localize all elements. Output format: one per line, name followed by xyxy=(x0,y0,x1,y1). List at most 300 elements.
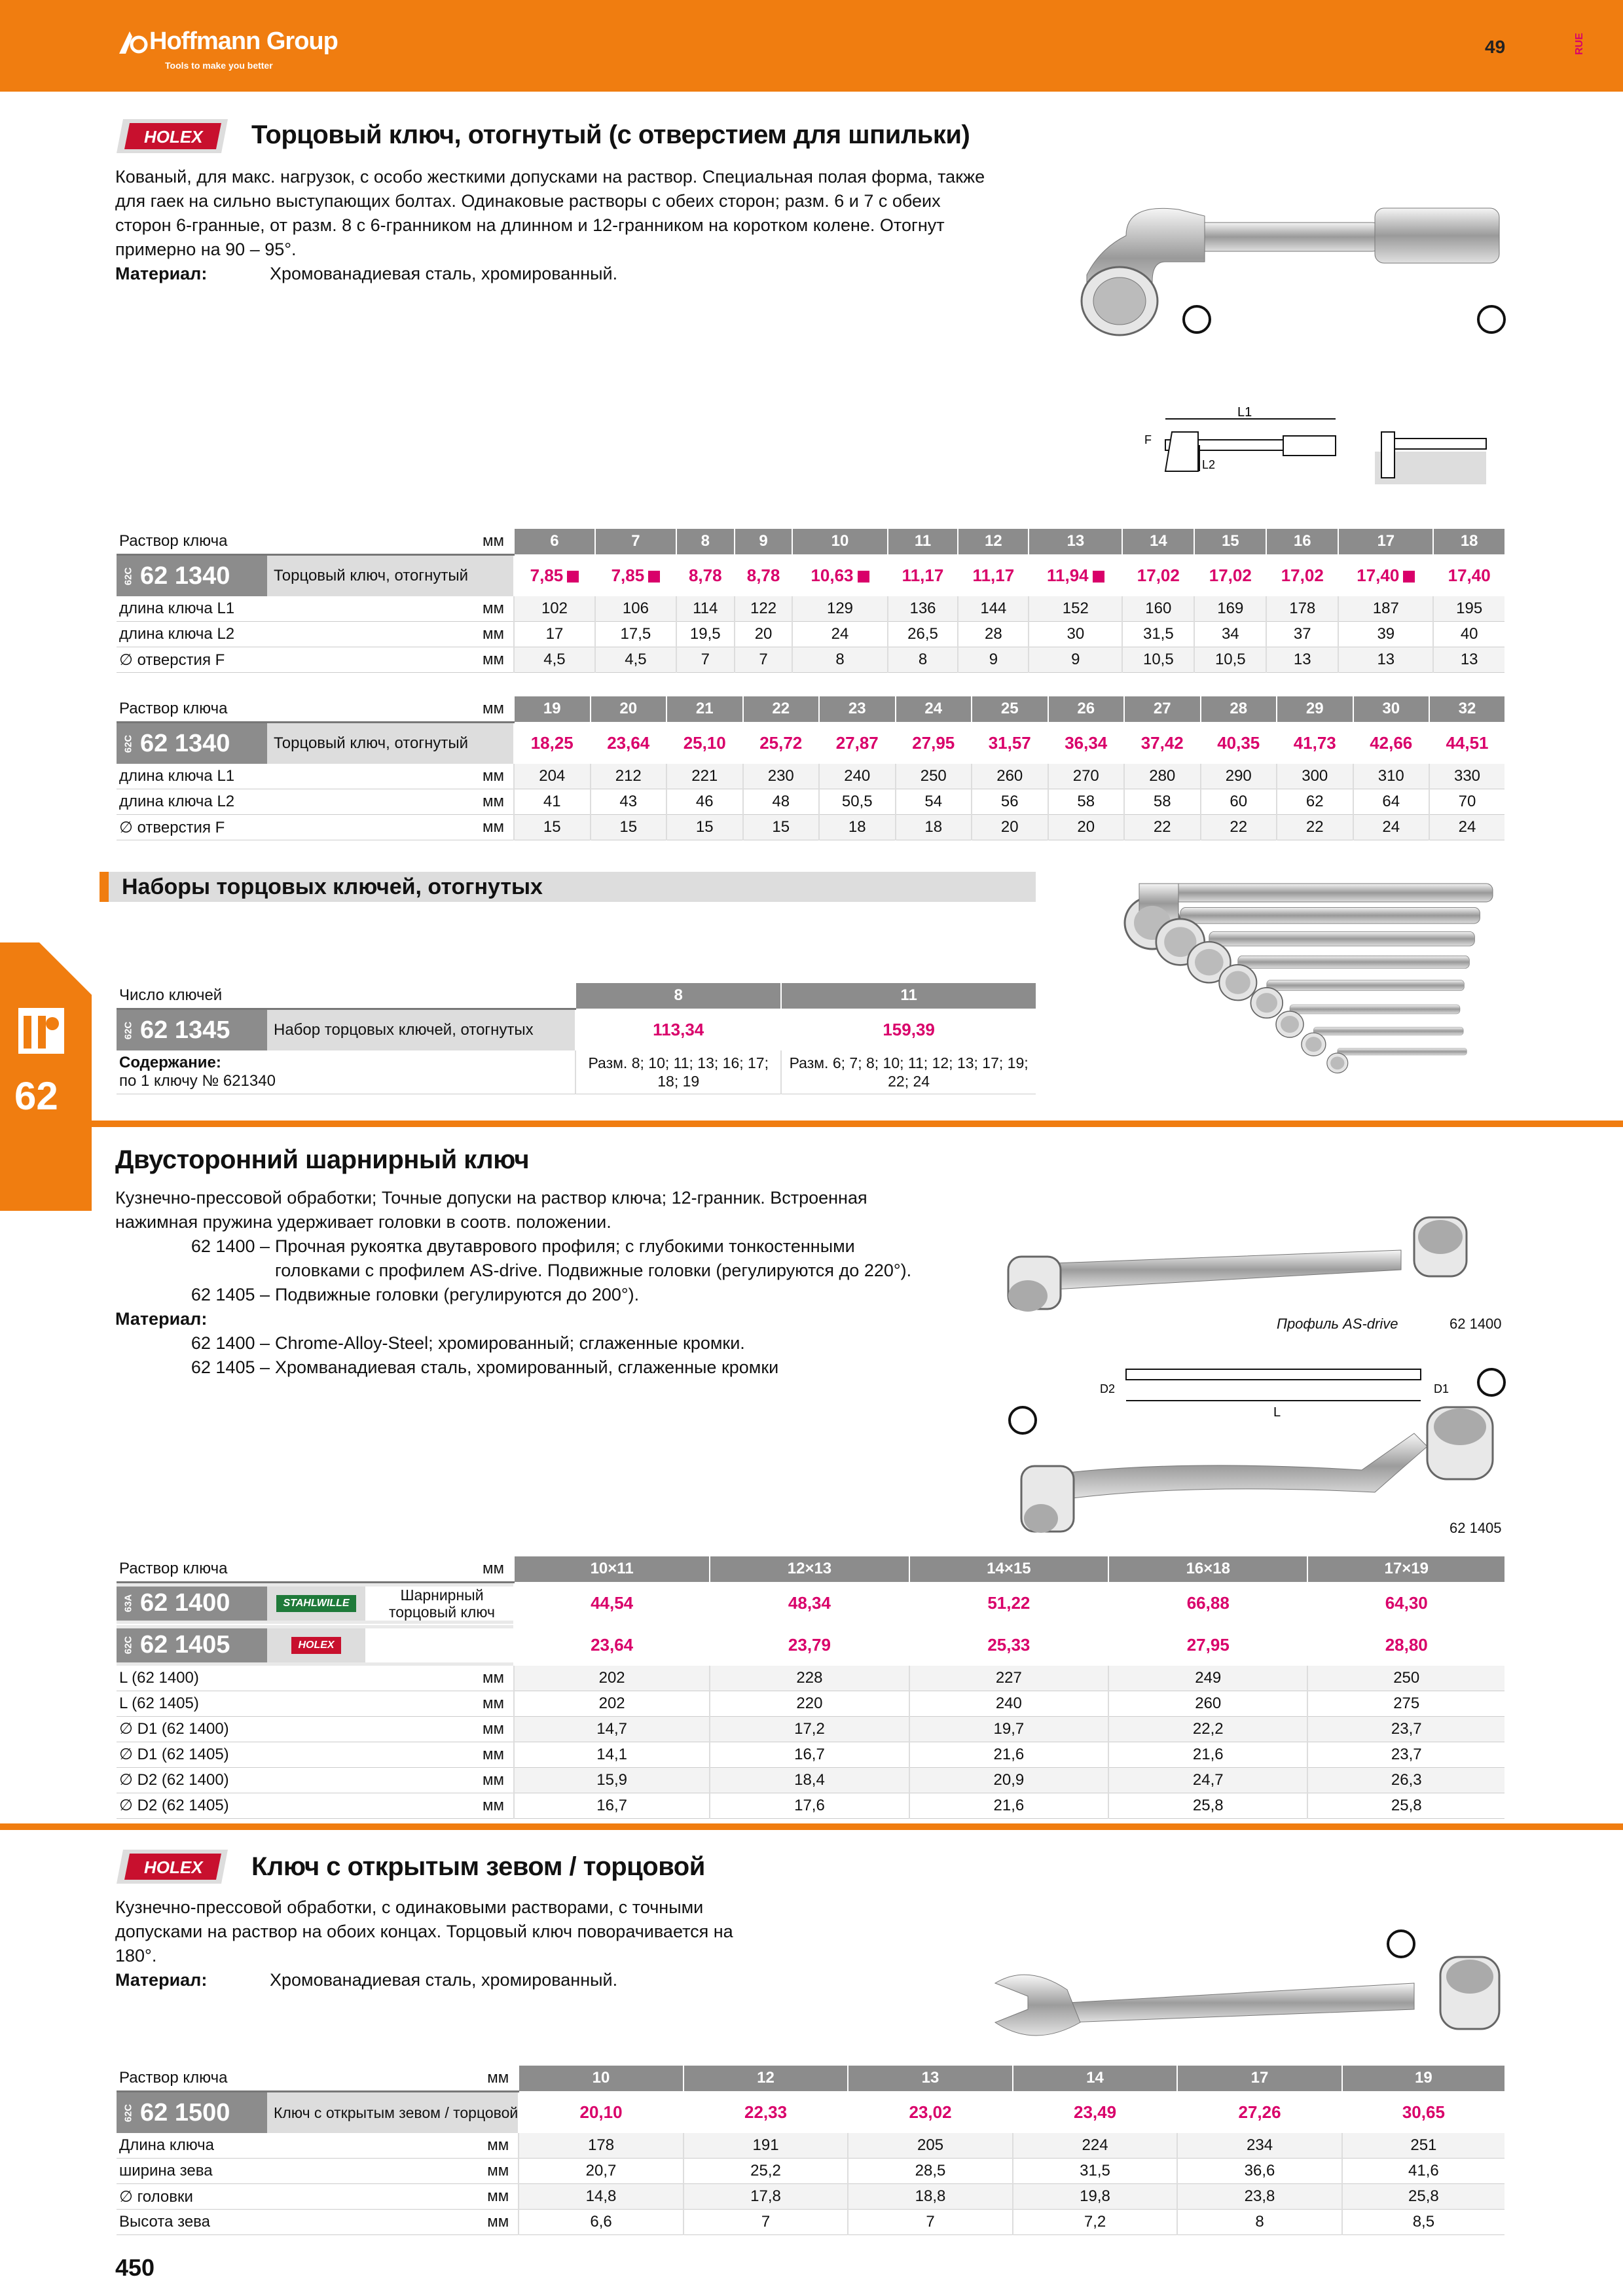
cell-value: 70 xyxy=(1429,789,1504,815)
section-title-sets: Наборы торцовых ключей, отогнутых xyxy=(122,874,543,899)
article-code: 62C 62 1340 xyxy=(117,723,267,764)
cell-value: 330 xyxy=(1429,764,1504,789)
article-row xyxy=(117,1583,1504,1624)
image-code: 62 1400 xyxy=(1450,1316,1502,1332)
table-row xyxy=(117,1716,1504,1742)
combination-wrench-image xyxy=(982,1924,1519,2055)
cell-value: 24 xyxy=(1353,815,1430,840)
cell-value: 14,7 xyxy=(514,1716,710,1742)
section-description: Кузнечно-прессовой обработки; Точные допуски на раствор ключа; 12-гранник. Встроенная нажимная пружина удерживает головки в соотв. положении. 62 1400 – Прочная рукоятка двутаврового профиля; с глубокими тонкостенными головками с профилем AS-drive. Подвижные головки (регулируются до 220°). 62 1405 – Подвижные головки (регулируются до 200°). Материал: 62 1400 – Chrome-Alloy-Steel; хромированный; сглаженные кромки. 62 1405 – Хромванадиевая сталь, хромированный, сглаженные кромки xyxy=(115,1188,912,1377)
cell-value: 15 xyxy=(666,815,743,840)
price: 113,34 xyxy=(575,1009,781,1051)
price: 23,79 xyxy=(710,1624,909,1666)
price: 7,85 xyxy=(595,555,676,597)
size-header: 15 xyxy=(1194,529,1266,555)
price: 25,10 xyxy=(666,723,743,764)
table-row xyxy=(117,1742,1504,1767)
side-tab-number: 62 xyxy=(14,1074,58,1118)
cell-value: 36,6 xyxy=(1177,2159,1342,2184)
price: 17,40 xyxy=(1338,555,1433,597)
size-header: 16×18 xyxy=(1108,1556,1307,1583)
section-divider xyxy=(0,1121,1623,1127)
size-header: 14 xyxy=(1122,529,1194,555)
size-header: 17×19 xyxy=(1307,1556,1504,1583)
cell-value: 20,9 xyxy=(909,1767,1108,1793)
price: 7,85 xyxy=(514,555,595,597)
table-head-label: Раствор ключа xyxy=(117,529,429,555)
cell-value: 9 xyxy=(1029,647,1122,673)
price: 18,25 xyxy=(514,723,591,764)
article-cell xyxy=(117,555,514,597)
cell-value: 310 xyxy=(1353,764,1430,789)
cell-value: 122 xyxy=(735,596,793,622)
section-title-combination: Ключ с открытым зевом / торцовой xyxy=(251,1852,705,1881)
cell-value: 8 xyxy=(888,647,958,673)
cell-value: 106 xyxy=(595,596,676,622)
price: 23,64 xyxy=(514,1624,710,1666)
price: 27,95 xyxy=(896,723,972,764)
price: 11,17 xyxy=(888,555,958,597)
section-title-flex-wrench: Двусторонний шарнирный ключ xyxy=(115,1145,530,1174)
cell-value: 230 xyxy=(743,764,820,789)
cell-value: 129 xyxy=(792,596,887,622)
cell-value: 191 xyxy=(684,2133,848,2159)
price: 11,94 xyxy=(1029,555,1122,597)
cell-value: 39 xyxy=(1338,622,1433,647)
table-row xyxy=(117,2159,1504,2184)
price: 64,30 xyxy=(1307,1583,1504,1624)
cell-value: 17 xyxy=(514,622,595,647)
spec-table-621500: Раствор ключа мм 10 12 13 14 17 19 62C 62 1500 Ключ с открытым зевом / торцовой 20,10 22,33 23,02 23,49 27,26 30,65 Длина ключа мм 178 191 205 224 234 251 ширина зева мм 20,7 25,2 28,5 31,5 36,6 41,6 ∅ головки мм 14,8 17,8 18,8 19,8 23,8 25,8 Высота зева мм 6,6 7 7 7,2 8 8,5 xyxy=(117,2066,1504,2235)
row-label: L (62 1400) xyxy=(117,1666,429,1691)
cell-value: 60 xyxy=(1201,789,1277,815)
section-divider xyxy=(0,1823,1623,1830)
cell-value: 8,5 xyxy=(1342,2210,1504,2235)
cell-value: 21,6 xyxy=(909,1742,1108,1767)
size-header: 13 xyxy=(1029,529,1122,555)
size-header: 7 xyxy=(595,529,676,555)
cell-value: 228 xyxy=(710,1666,909,1691)
article-name xyxy=(365,1628,513,1662)
brand-badge: HOLEX xyxy=(267,1628,365,1662)
size-header: 11 xyxy=(888,529,958,555)
brand-badge: STAHLWILLE xyxy=(267,1587,365,1621)
price: 20,10 xyxy=(519,2092,684,2134)
price: 159,39 xyxy=(781,1009,1036,1051)
cell-value: 10,5 xyxy=(1194,647,1266,673)
cell-value: 18 xyxy=(896,815,972,840)
cell-value: 22 xyxy=(1201,815,1277,840)
size-header: 9 xyxy=(735,529,793,555)
cell-value: 205 xyxy=(848,2133,1013,2159)
row-unit: мм xyxy=(433,2184,519,2210)
cell-value: 9 xyxy=(958,647,1029,673)
cell-value: 8 xyxy=(1177,2210,1342,2235)
cell-value: 275 xyxy=(1307,1691,1504,1716)
holex-badge xyxy=(117,1850,228,1887)
row-label: длина ключа L1 xyxy=(117,596,429,622)
cell-value: 21,6 xyxy=(1108,1742,1307,1767)
cell-value: 34 xyxy=(1194,622,1266,647)
row-unit: мм xyxy=(429,789,514,815)
row-label: ∅ головки xyxy=(117,2184,433,2210)
cell-value: 22,2 xyxy=(1108,1716,1307,1742)
image-caption: Профиль AS-drive xyxy=(1277,1316,1398,1332)
row-label: длина ключа L2 xyxy=(117,789,429,815)
cell-value: 20 xyxy=(735,622,793,647)
cell-value: 14,1 xyxy=(514,1742,710,1767)
cell-value: 290 xyxy=(1201,764,1277,789)
price: 23,49 xyxy=(1013,2092,1178,2134)
row-unit: мм xyxy=(429,647,514,673)
size-header: 17 xyxy=(1338,529,1433,555)
price: 17,02 xyxy=(1266,555,1338,597)
cell-value: 6,6 xyxy=(519,2210,684,2235)
row-unit: мм xyxy=(429,596,514,622)
hoffmann-logo-icon xyxy=(117,27,148,56)
cell-value: 15 xyxy=(743,815,820,840)
table-row xyxy=(117,1691,1504,1716)
cell-value: 260 xyxy=(1108,1691,1307,1716)
cell-value: 160 xyxy=(1122,596,1194,622)
cell-value: 26,5 xyxy=(888,622,958,647)
wrench-set-image xyxy=(1113,864,1519,1113)
cell-value: 58 xyxy=(1048,789,1125,815)
row-label: Высота зева xyxy=(117,2210,433,2235)
row-label: ширина зева xyxy=(117,2159,433,2184)
cell-value: 136 xyxy=(888,596,958,622)
size-header: 29 xyxy=(1277,696,1353,723)
cell-value: 221 xyxy=(666,764,743,789)
cell-value: 20 xyxy=(972,815,1048,840)
size-header: 8 xyxy=(676,529,735,555)
cell-value: 48 xyxy=(743,789,820,815)
cell-value: 19,7 xyxy=(909,1716,1108,1742)
cell-value: 7,2 xyxy=(1013,2210,1178,2235)
cell-value: 41,6 xyxy=(1342,2159,1504,2184)
svg-text:L: L xyxy=(1273,1405,1281,1420)
spec-table-621345: Число ключей 8 11 62C 62 1345 Набор торцовых ключей, отогнутых 113,34 159,39 Содержание: по 1 ключу № 621340 Разм. 8; 10; 11; 13; 16; 17; 18; 19 Разм. 6; 7; 8; 10; 11; 12; 13; 17; 19; 22; 24 xyxy=(117,983,1036,1094)
net-price-marker-icon xyxy=(648,571,660,583)
table-row xyxy=(117,764,1504,789)
table-row xyxy=(117,2184,1504,2210)
cell-value: 178 xyxy=(519,2133,684,2159)
article-name: Торцовый ключ, отогнутый xyxy=(267,723,513,764)
page-number: 49 xyxy=(1485,37,1506,57)
row-unit: мм xyxy=(429,1691,514,1716)
cell-value: 22 xyxy=(1277,815,1353,840)
row-label: ∅ D2 (62 1405) xyxy=(117,1793,429,1818)
dimension-drawing xyxy=(1126,406,1493,491)
cell-value: 24 xyxy=(792,622,887,647)
footer-page-number: 450 xyxy=(115,2254,155,2281)
cell-value: 25,8 xyxy=(1342,2184,1504,2210)
price: 28,80 xyxy=(1307,1624,1504,1666)
size-header: 10 xyxy=(792,529,887,555)
cell-value: 17,6 xyxy=(710,1793,909,1818)
cell-value: 4,5 xyxy=(514,647,595,673)
cell-value: 13 xyxy=(1433,647,1504,673)
cell-value: 28 xyxy=(958,622,1029,647)
size-header: 17 xyxy=(1177,2066,1342,2092)
flex-wrench-images xyxy=(995,1211,1519,1551)
size-header: 19 xyxy=(514,696,591,723)
section-description: Кованый, для макс. нагрузок, с особо жесткими допусками на раствор. Специальная полая форма, также для гаек на сильно выступающих болтах. Одинаковые растворы с обеих сторон; разм. 6 и 7 с обеих сторон 6-гранные, от разм. 8 с 6-гранником на длинном и 12-гранником на коротком колене. Отогнут примерно на 90 – 95°. Материал: Хромованадиевая сталь, хромированный. xyxy=(115,167,985,283)
cell-value: 204 xyxy=(514,764,591,789)
set-content: Разм. 6; 7; 8; 10; 11; 12; 13; 17; 19; 22; 24 xyxy=(781,1050,1036,1094)
cell-value: 26,3 xyxy=(1307,1767,1504,1793)
table-row xyxy=(117,1793,1504,1818)
row-label: длина ключа L2 xyxy=(117,622,429,647)
table-row xyxy=(117,596,1504,622)
price: 51,22 xyxy=(909,1583,1108,1624)
svg-text:F: F xyxy=(1144,433,1152,446)
svg-text:HOLEX: HOLEX xyxy=(144,1857,203,1877)
size-header: 20 xyxy=(591,696,667,723)
price: 17,40 xyxy=(1433,555,1504,597)
size-header: 25 xyxy=(972,696,1048,723)
price: 42,66 xyxy=(1353,723,1430,764)
article-row xyxy=(117,1624,1504,1666)
cell-value: 4,5 xyxy=(595,647,676,673)
price: 44,51 xyxy=(1429,723,1504,764)
table-row xyxy=(117,1666,1504,1691)
table-row xyxy=(117,2133,1504,2159)
cell-value: 22 xyxy=(1124,815,1201,840)
size-header: 6 xyxy=(514,529,595,555)
cell-value: 20 xyxy=(1048,815,1125,840)
price: 17,02 xyxy=(1194,555,1266,597)
row-unit: мм xyxy=(433,2159,519,2184)
row-label: ∅ D1 (62 1400) xyxy=(117,1716,429,1742)
cell-value: 114 xyxy=(676,596,735,622)
size-header: 16 xyxy=(1266,529,1338,555)
section-bar-accent xyxy=(100,872,109,902)
article-code: 62C 62 1500 xyxy=(117,2092,267,2133)
cell-value: 15,9 xyxy=(514,1767,710,1793)
cell-value: 13 xyxy=(1266,647,1338,673)
cell-value: 23,7 xyxy=(1307,1716,1504,1742)
article-code: 62C 62 1340 xyxy=(117,556,267,596)
net-price-marker-icon xyxy=(1093,571,1104,583)
cell-value: 31,5 xyxy=(1122,622,1194,647)
cell-value: 280 xyxy=(1124,764,1201,789)
price: 23,02 xyxy=(848,2092,1013,2134)
cell-value: 41 xyxy=(514,789,591,815)
article-code: 62C 62 1345 xyxy=(117,1010,267,1050)
cell-value: 16,7 xyxy=(514,1793,710,1818)
price: 27,95 xyxy=(1108,1624,1307,1666)
offset-socket-wrench-image xyxy=(1074,177,1532,353)
cell-value: 240 xyxy=(909,1691,1108,1716)
cell-value: 23,8 xyxy=(1177,2184,1342,2210)
size-header: 30 xyxy=(1353,696,1430,723)
image-code: 62 1405 xyxy=(1450,1520,1502,1536)
price: 40,35 xyxy=(1201,723,1277,764)
cell-value: 251 xyxy=(1342,2133,1504,2159)
spec-table-flex: Раствор ключа мм 10×11 12×13 14×15 16×18 17×19 63A 62 1400 STAHLWILLE Шарнирный торцовый ключ 44,54 48,34 51,22 66,88 64,30 62C 62 1405 HOLEX 23,64 23,79 25,33 27,95 28,80 L (62 1400) мм 202 228 227 249 250 L (62 1405) мм 202 220 240 260 275 ∅ D1 (62 1400) мм 14,7 17,2 19,7 22,2 23,7 ∅ D1 (62 1405) мм 14,1 16,7 21,6 21,6 23,7 ∅ D2 (62 1400) мм 15,9 18,4 20,9 24,7 26,3 ∅ D2 (62 1405) мм 16,7 17,6 21,6 25,8 25,8 xyxy=(117,1556,1504,1819)
cell-value: 227 xyxy=(909,1666,1108,1691)
table-row xyxy=(117,622,1504,647)
cell-value: 25,8 xyxy=(1307,1793,1504,1818)
row-unit: мм xyxy=(429,1666,514,1691)
cell-value: 195 xyxy=(1433,596,1504,622)
cell-value: 15 xyxy=(514,815,591,840)
cell-value: 7 xyxy=(848,2210,1013,2235)
cell-value: 62 xyxy=(1277,789,1353,815)
cell-value: 10,5 xyxy=(1122,647,1194,673)
cell-value: 18 xyxy=(819,815,896,840)
price: 48,34 xyxy=(710,1583,909,1624)
size-header: 12 xyxy=(684,2066,848,2092)
cell-value: 202 xyxy=(514,1691,710,1716)
cell-value: 7 xyxy=(684,2210,848,2235)
cell-value: 40 xyxy=(1433,622,1504,647)
table-row xyxy=(117,2210,1504,2235)
cell-value: 220 xyxy=(710,1691,909,1716)
svg-text:L1: L1 xyxy=(1237,406,1252,420)
size-header: 13 xyxy=(848,2066,1013,2092)
row-label: длина ключа L1 xyxy=(117,764,429,789)
cell-value: 50,5 xyxy=(819,789,896,815)
cell-value: 64 xyxy=(1353,789,1430,815)
cell-value: 28,5 xyxy=(848,2159,1013,2184)
cell-value: 24,7 xyxy=(1108,1767,1307,1793)
price: 27,87 xyxy=(819,723,896,764)
cell-value: 56 xyxy=(972,789,1048,815)
cell-value: 250 xyxy=(1307,1666,1504,1691)
row-label: Длина ключа xyxy=(117,2133,433,2159)
cell-value: 30 xyxy=(1029,622,1122,647)
size-header: 27 xyxy=(1124,696,1201,723)
price: 41,73 xyxy=(1277,723,1353,764)
cell-value: 13 xyxy=(1338,647,1433,673)
cell-value: 8 xyxy=(792,647,887,673)
holex-badge xyxy=(117,119,228,156)
cell-value: 15 xyxy=(591,815,667,840)
cell-value: 58 xyxy=(1124,789,1201,815)
cell-value: 54 xyxy=(896,789,972,815)
price: 10,63 xyxy=(792,555,887,597)
language-code: RUE xyxy=(1574,33,1585,55)
row-unit: мм xyxy=(429,1716,514,1742)
size-header: 18 xyxy=(1433,529,1504,555)
cell-value: 240 xyxy=(819,764,896,789)
svg-text:D1: D1 xyxy=(1434,1382,1450,1395)
cell-value: 37 xyxy=(1266,622,1338,647)
price: 25,72 xyxy=(743,723,820,764)
price: 17,02 xyxy=(1122,555,1194,597)
cell-value: 23,7 xyxy=(1307,1742,1504,1767)
cell-value: 24 xyxy=(1429,815,1504,840)
cell-value: 152 xyxy=(1029,596,1122,622)
cell-value: 202 xyxy=(514,1666,710,1691)
price: 23,64 xyxy=(591,723,667,764)
article-code: 62C 62 1405 xyxy=(117,1628,267,1662)
price: 30,65 xyxy=(1342,2092,1504,2134)
size-header: 19 xyxy=(1342,2066,1504,2092)
cell-value: 19,8 xyxy=(1013,2184,1178,2210)
cell-value: 250 xyxy=(896,764,972,789)
row-label: ∅ D1 (62 1405) xyxy=(117,1742,429,1767)
cell-value: 46 xyxy=(666,789,743,815)
cell-value: 212 xyxy=(591,764,667,789)
size-header: 12 xyxy=(958,529,1029,555)
row-unit: мм xyxy=(429,1767,514,1793)
cell-value: 102 xyxy=(514,596,595,622)
price: 36,34 xyxy=(1048,723,1125,764)
cell-value: 18,4 xyxy=(710,1767,909,1793)
price: 11,17 xyxy=(958,555,1029,597)
price: 37,42 xyxy=(1124,723,1201,764)
cell-value: 234 xyxy=(1177,2133,1342,2159)
article-name: Набор торцовых ключей, отогнутых xyxy=(267,1010,575,1050)
cell-value: 178 xyxy=(1266,596,1338,622)
row-unit: мм xyxy=(433,2133,519,2159)
size-header: 28 xyxy=(1201,696,1277,723)
table-row xyxy=(117,647,1504,673)
cell-value: 43 xyxy=(591,789,667,815)
size-header: 14 xyxy=(1013,2066,1178,2092)
cell-value: 31,5 xyxy=(1013,2159,1178,2184)
cell-value: 300 xyxy=(1277,764,1353,789)
price: 27,26 xyxy=(1177,2092,1342,2134)
cell-value: 20,7 xyxy=(519,2159,684,2184)
brand-tagline: Tools to make you better xyxy=(165,60,273,71)
cell-value: 21,6 xyxy=(909,1793,1108,1818)
cell-value: 169 xyxy=(1194,596,1266,622)
table-row xyxy=(117,1767,1504,1793)
cell-value: 17,5 xyxy=(595,622,676,647)
cell-value: 25,2 xyxy=(684,2159,848,2184)
row-unit: мм xyxy=(429,764,514,789)
row-label: ∅ D2 (62 1400) xyxy=(117,1767,429,1793)
cell-value: 14,8 xyxy=(519,2184,684,2210)
row-label: ∅ отверстия F xyxy=(117,815,429,840)
cell-value: 224 xyxy=(1013,2133,1178,2159)
size-header: 22 xyxy=(743,696,820,723)
cell-value: 16,7 xyxy=(710,1742,909,1767)
price: 8,78 xyxy=(735,555,793,597)
cell-value: 270 xyxy=(1048,764,1125,789)
price: 66,88 xyxy=(1108,1583,1307,1624)
price: 8,78 xyxy=(676,555,735,597)
price: 44,54 xyxy=(514,1583,710,1624)
row-label: ∅ отверстия F xyxy=(117,647,429,673)
net-price-marker-icon xyxy=(1403,571,1415,583)
size-header: 23 xyxy=(819,696,896,723)
size-header: 26 xyxy=(1048,696,1125,723)
brand-name: Hoffmann Group xyxy=(149,27,338,55)
article-name: Ключ с открытым зевом / торцовой xyxy=(267,2092,518,2133)
spec-table-621340-b: Раствор ключа мм 19 20 21 22 23 24 25 26 27 28 29 30 32 62C 62 1340 Торцовый ключ, отогнутый 18,25 23,64 25,10 25,72 27,87 27,95 31,57 36,34 37,42 40,35 41,73 42,66 44,51 длина ключа L1 мм 204 212 221 230 240 250 260 270 280 290 300 310 330 длина ключа L2 мм 41 43 46 48 50,5 54 56 58 58 60 62 64 70 ∅ отверстия F мм 15 15 15 15 18 18 20 20 22 22 22 24 24 xyxy=(117,696,1504,840)
cell-value: 144 xyxy=(958,596,1029,622)
row-unit: мм xyxy=(429,1793,514,1818)
price: 25,33 xyxy=(909,1624,1108,1666)
article-code: 63A 62 1400 xyxy=(117,1587,267,1621)
section-description: Кузнечно-прессовой обработки, с одинаковыми растворами, с точными допусками на раствор на обоих концах. Торцовый ключ поворачивается на 180°. Материал: Хромованадиевая сталь, хромированный. xyxy=(115,1897,733,1990)
net-price-marker-icon xyxy=(567,571,579,583)
cell-value: 17,8 xyxy=(684,2184,848,2210)
row-unit: мм xyxy=(429,1742,514,1767)
cell-value: 249 xyxy=(1108,1666,1307,1691)
size-header: 12×13 xyxy=(710,1556,909,1583)
set-content: Разм. 8; 10; 11; 13; 16; 17; 18; 19 xyxy=(575,1050,781,1094)
price: 31,57 xyxy=(972,723,1048,764)
price: 22,33 xyxy=(684,2092,848,2134)
article-name: Торцовый ключ, отогнутый xyxy=(267,556,513,596)
svg-text:D2: D2 xyxy=(1100,1382,1116,1395)
